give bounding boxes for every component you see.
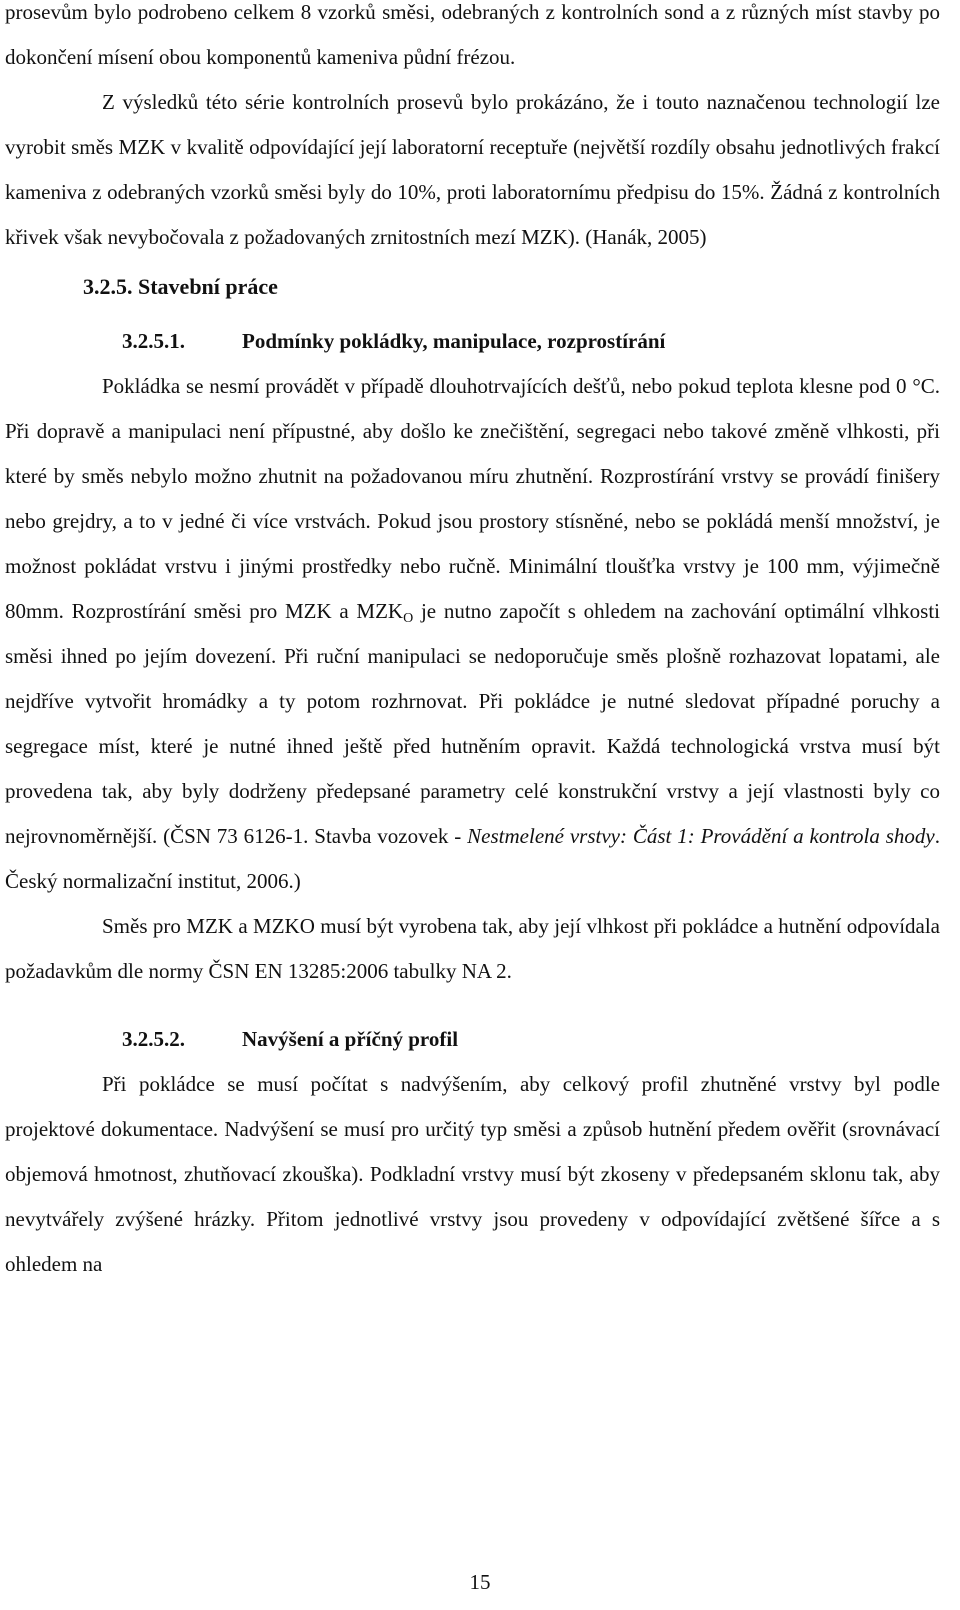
paragraph-results: Z výsledků této série kontrolních prosevů bylo prokázáno, že i touto naznačenou technologií lze vyrobit směs MZK v kvalitě odpovídající její laboratorní receptuře (největší rozdíly obsahu jednotlivých frakcí kameniva z odebraných vzorků směsi byly do 10%, proti laboratornímu předpisu do 15%. Žádná z kontrolních křivek však nevybočovala z požadovaných zrnitostních mezí MZK). (Hanák, 2005)	[5, 90, 940, 249]
subscript-o: O	[403, 611, 414, 626]
heading-title: Navýšení a příčný profil	[242, 1027, 459, 1051]
heading-title: Podmínky pokládky, manipulace, rozprostírání	[242, 329, 666, 353]
heading-number: 3.2.5.2.	[122, 1027, 185, 1051]
paragraph-navyseni: Při pokládce se musí počítat s nadvýšením, aby celkový profil zhutněné vrstvy byl podle projektové dokumentace. Nadvýšení se musí pro určitý typ směsi a způsob hutnění předem ověřit (srovnávací objemová hmotnost, zhutňovací zkouška). Podkladní vrstvy musí být zkoseny v předepsaném sklonu tak, aby nevytvářely zvýšené hrázky. Přitom jednotlivé vrstvy jsou provedeny v odpovídající zvětšené šířce a s ohledem na	[5, 1072, 940, 1276]
heading-number: 3.2.5.1.	[122, 329, 185, 353]
heading-podminky-pokladky	[5, 318, 940, 364]
spacer	[5, 994, 940, 1010]
paragraph-text: Pokládka se nesmí provádět v případě dlouhotrvajících dešťů, nebo pokud teplota klesne pod 0 °C. Při dopravě a manipulaci není přípustné, aby došlo ke znečištění, segregaci nebo takové změně vlhkosti, při které by směs nebylo možno zhutnit na požadovanou míru zhutnění. Rozprostírání vrstvy se provádí finišery nebo grejdry, a to v jedné či více vrstvách. Pokud jsou prostory stísněné, nebo se pokládá menší množství, je možnost pokládat vrstvu i jinými prostředky nebo ručně. Minimální tloušťka vrstvy je 100 mm, výjimečně 80mm. Rozprostírání směsi pro MZK a MZK	[5, 374, 940, 623]
heading-stavebni-prace: 3.2.5. Stavební práce	[83, 274, 278, 299]
paragraph-continuation: prosevům bylo podrobeno celkem 8 vzorků směsi, odebraných z kontrolních sond a z různých míst stavby po dokončení mísení obou komponentů kameniva půdní frézou.	[5, 0, 940, 69]
citation-title: Nestmelené vrstvy: Část 1: Provádění a kontrola shody	[467, 824, 935, 848]
paragraph-vlhkost: Směs pro MZK a MZKO musí být vyrobena tak, aby její vlhkost při pokládce a hutnění odpovídala požadavkům dle normy ČSN EN 13285:2006 tabulky NA 2.	[5, 914, 940, 983]
paragraph-text-cont: je nutno započít s ohledem na zachování optimální vlhkosti směsi ihned po jejím dovezení. Při ruční manipulaci se nedoporučuje směs plošně rozhazovat lopatami, ale nejdříve vytvořit hromádky a ty potom rozhrnovat. Při pokládce je nutné sledovat případné poruchy a segregace míst, které je nutné ihned ještě před hutněním opravit. Každá technologická vrstva musí být provedena tak, aby byly dodrženy předepsané parametry celé konstrukční vrstvy a její vlastnosti byly co nejrovnoměrnější. (ČSN 73 6126-1. Stavba vozovek -	[5, 599, 940, 848]
paragraph-pokladka	[5, 364, 940, 904]
heading-navyseni	[5, 1016, 940, 1062]
citation-end: . Český normalizační institut, 2006.)	[5, 824, 941, 893]
page-number: 15	[469, 1570, 491, 1594]
